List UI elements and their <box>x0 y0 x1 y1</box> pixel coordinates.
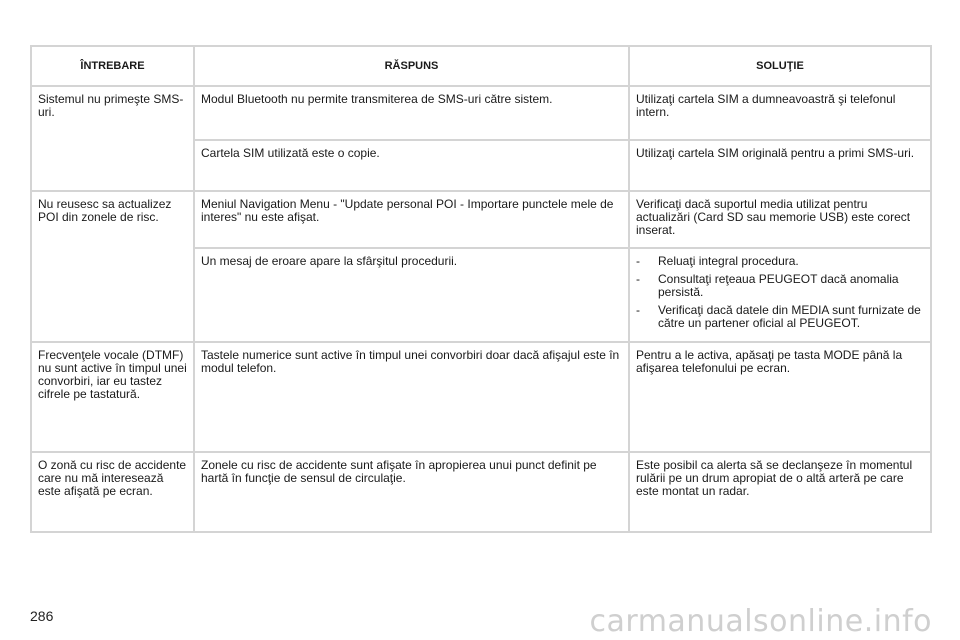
solution-list-item: - Reluaţi integral procedura. <box>636 255 924 268</box>
answer-cell: Un mesaj de eroare apare la sfârşitul procedurii. <box>194 248 629 342</box>
solution-cell: Pentru a le activa, apăsaţi pe tasta MODE până la afişarea telefonului pe ecran. <box>629 342 931 452</box>
answer-cell: Zonele cu risc de accidente sunt afişate în apropierea unui punct definit pe hartă în funcţie de sensul de circulaţie. <box>194 452 629 532</box>
answer-cell: Tastele numerice sunt active în timpul unei convorbiri doar dacă afişajul este în modul telefon. <box>194 342 629 452</box>
page-number: 286 <box>30 608 54 624</box>
watermark: carmanualsonline.info <box>589 604 932 639</box>
table-row <box>31 342 931 452</box>
question-cell: O zonă cu risc de accidente care nu mă interesează este afişată pe ecran. <box>31 452 194 532</box>
solution-cell: Este posibil ca alerta să se declanşeze în momentul rulării pe un drum apropiat de o altă arteră pe care este montat un radar. <box>629 452 931 532</box>
question-cell: Nu reusesc sa actualizez POI din zonele de risc. <box>31 191 194 342</box>
troubleshooting-table <box>30 45 932 533</box>
solution-cell <box>629 248 931 342</box>
question-cell: Sistemul nu primeşte SMS-uri. <box>31 86 194 191</box>
answer-cell: Modul Bluetooth nu permite transmiterea de SMS-uri către sistem. <box>194 86 629 140</box>
question-cell: Frecvenţele vocale (DTMF) nu sunt active în timpul unei convorbiri, iar eu tastez cifrele pe tastatură. <box>31 342 194 452</box>
answer-cell: Meniul Navigation Menu - "Update personal POI - Importare punctele mele de interes" nu este afişat. <box>194 191 629 248</box>
table-row <box>31 86 931 140</box>
header-answer: RĂSPUNS <box>194 46 629 86</box>
table-row <box>31 191 931 248</box>
solution-cell: Utilizaţi cartela SIM originală pentru a primi SMS-uri. <box>629 140 931 191</box>
solution-list-item: - Verificaţi dacă datele din MEDIA sunt furnizate de către un partener oficial al PEUGEOT. <box>636 304 924 330</box>
solution-cell: Verificaţi dacă suportul media utilizat pentru actualizări (Card SD sau memorie USB) este corect inserat. <box>629 191 931 248</box>
solution-cell: Utilizaţi cartela SIM a dumneavoastră şi telefonul intern. <box>629 86 931 140</box>
table-header-row <box>31 46 931 86</box>
solution-list-item: - Consultaţi reţeaua PEUGEOT dacă anomalia persistă. <box>636 273 924 299</box>
header-question: ÎNTREBARE <box>31 46 194 86</box>
answer-cell: Cartela SIM utilizată este o copie. <box>194 140 629 191</box>
table-row <box>31 452 931 532</box>
solution-list <box>636 255 924 330</box>
header-solution: SOLUŢIE <box>629 46 931 86</box>
